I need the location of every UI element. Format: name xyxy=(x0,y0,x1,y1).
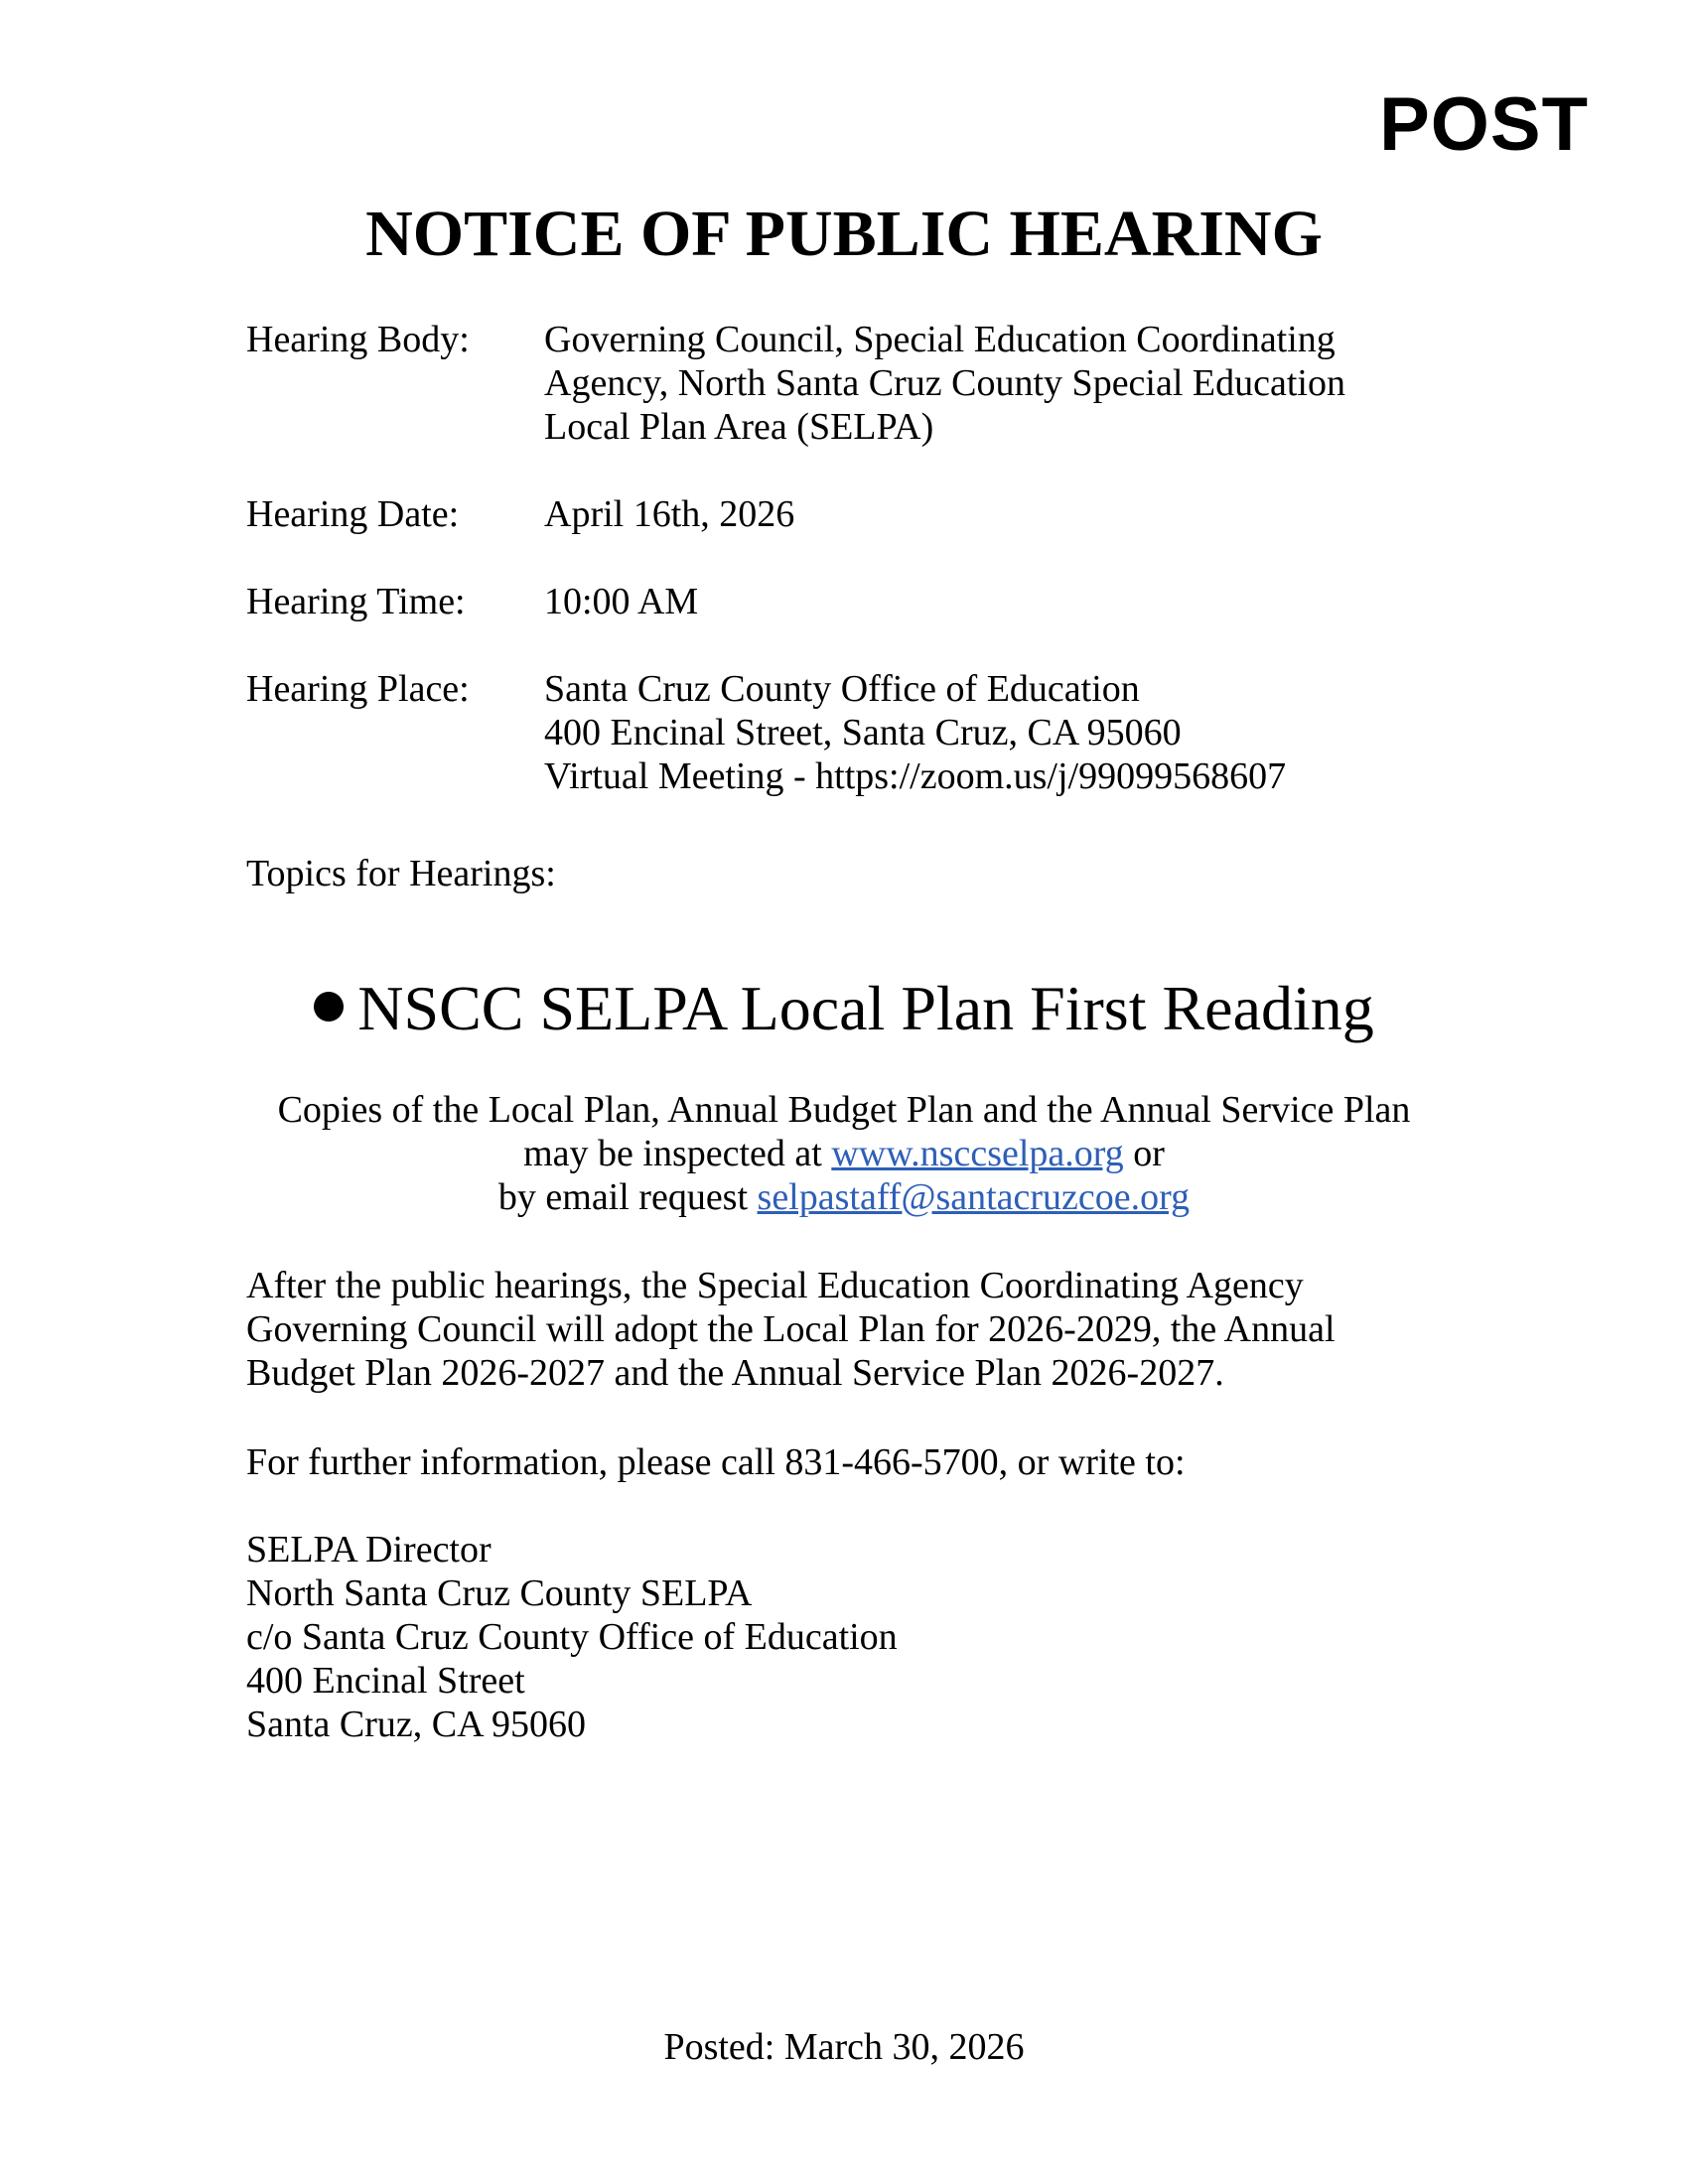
copies-text: or xyxy=(1123,1133,1165,1174)
topic-item-text: NSCC SELPA Local Plan First Reading xyxy=(357,973,1374,1043)
copies-text: by email request xyxy=(497,1176,758,1218)
post-label: POST xyxy=(1379,82,1589,167)
copies-line xyxy=(0,1175,1688,1219)
paragraph-line: Budget Plan 2026-2027 and the Annual Service Plan 2026-2027. xyxy=(246,1352,1224,1394)
hearing-body-value xyxy=(544,318,1487,449)
email-link[interactable]: selpastaff@santacruzcoe.org xyxy=(757,1176,1191,1218)
hearing-body-label: Hearing Body: xyxy=(246,319,470,360)
hearing-place-line: Santa Cruz County Office of Education xyxy=(544,668,1140,710)
topics-label: Topics for Hearings: xyxy=(246,853,556,894)
topic-item xyxy=(0,971,1688,1046)
hearing-time-label: Hearing Time: xyxy=(246,581,466,622)
hearing-place-row xyxy=(246,667,1487,798)
hearing-place-label: Hearing Place: xyxy=(246,668,470,710)
copies-line xyxy=(0,1132,1688,1175)
hearing-place-line: Virtual Meeting - https://zoom.us/j/99099568607 xyxy=(544,755,1287,797)
paragraph-line: After the public hearings, the Special Education Coordinating Agency xyxy=(246,1265,1304,1306)
posted-date: Posted: March 30, 2026 xyxy=(663,2026,1025,2068)
hearing-date-value: April 16th, 2026 xyxy=(544,493,795,535)
hearing-date-row xyxy=(246,492,1487,536)
copies-line: Copies of the Local Plan, Annual Budget Plan and the Annual Service Plan xyxy=(277,1089,1411,1131)
hearing-place-value xyxy=(544,667,1487,798)
hearing-place-line: 400 Encinal Street, Santa Cruz, CA 95060 xyxy=(544,712,1182,753)
bullet-icon xyxy=(314,992,344,1022)
copies-text: may be inspected at xyxy=(523,1133,832,1174)
further-info: For further information, please call 831-466-5700, or write to: xyxy=(246,1441,1186,1483)
address-line: Santa Cruz, CA 95060 xyxy=(246,1704,586,1745)
copies-notice xyxy=(0,1088,1688,1219)
address-line: North Santa Cruz County SELPA xyxy=(246,1572,753,1614)
address-line: c/o Santa Cruz County Office of Education xyxy=(246,1616,898,1658)
hearing-time-value: 10:00 AM xyxy=(544,581,699,622)
hearing-time-row xyxy=(246,580,1487,623)
page-title: NOTICE OF PUBLIC HEARING xyxy=(365,198,1323,270)
mailing-address xyxy=(246,1528,1487,1746)
address-line: 400 Encinal Street xyxy=(246,1660,525,1702)
address-line: SELPA Director xyxy=(246,1529,492,1570)
hearing-date-label: Hearing Date: xyxy=(246,493,460,535)
website-link[interactable]: www.nsccselpa.org xyxy=(831,1133,1124,1174)
adoption-paragraph xyxy=(246,1264,1487,1395)
paragraph-line: Governing Council will adopt the Local Plan for 2026-2029, the Annual xyxy=(246,1308,1336,1350)
hearing-body-line: Agency, North Santa Cruz County Special Education xyxy=(544,362,1345,404)
hearing-body-line: Local Plan Area (SELPA) xyxy=(544,406,934,448)
hearing-body-row xyxy=(246,318,1487,449)
hearing-body-line: Governing Council, Special Education Coordinating xyxy=(544,319,1336,360)
hearing-details xyxy=(246,318,1487,842)
